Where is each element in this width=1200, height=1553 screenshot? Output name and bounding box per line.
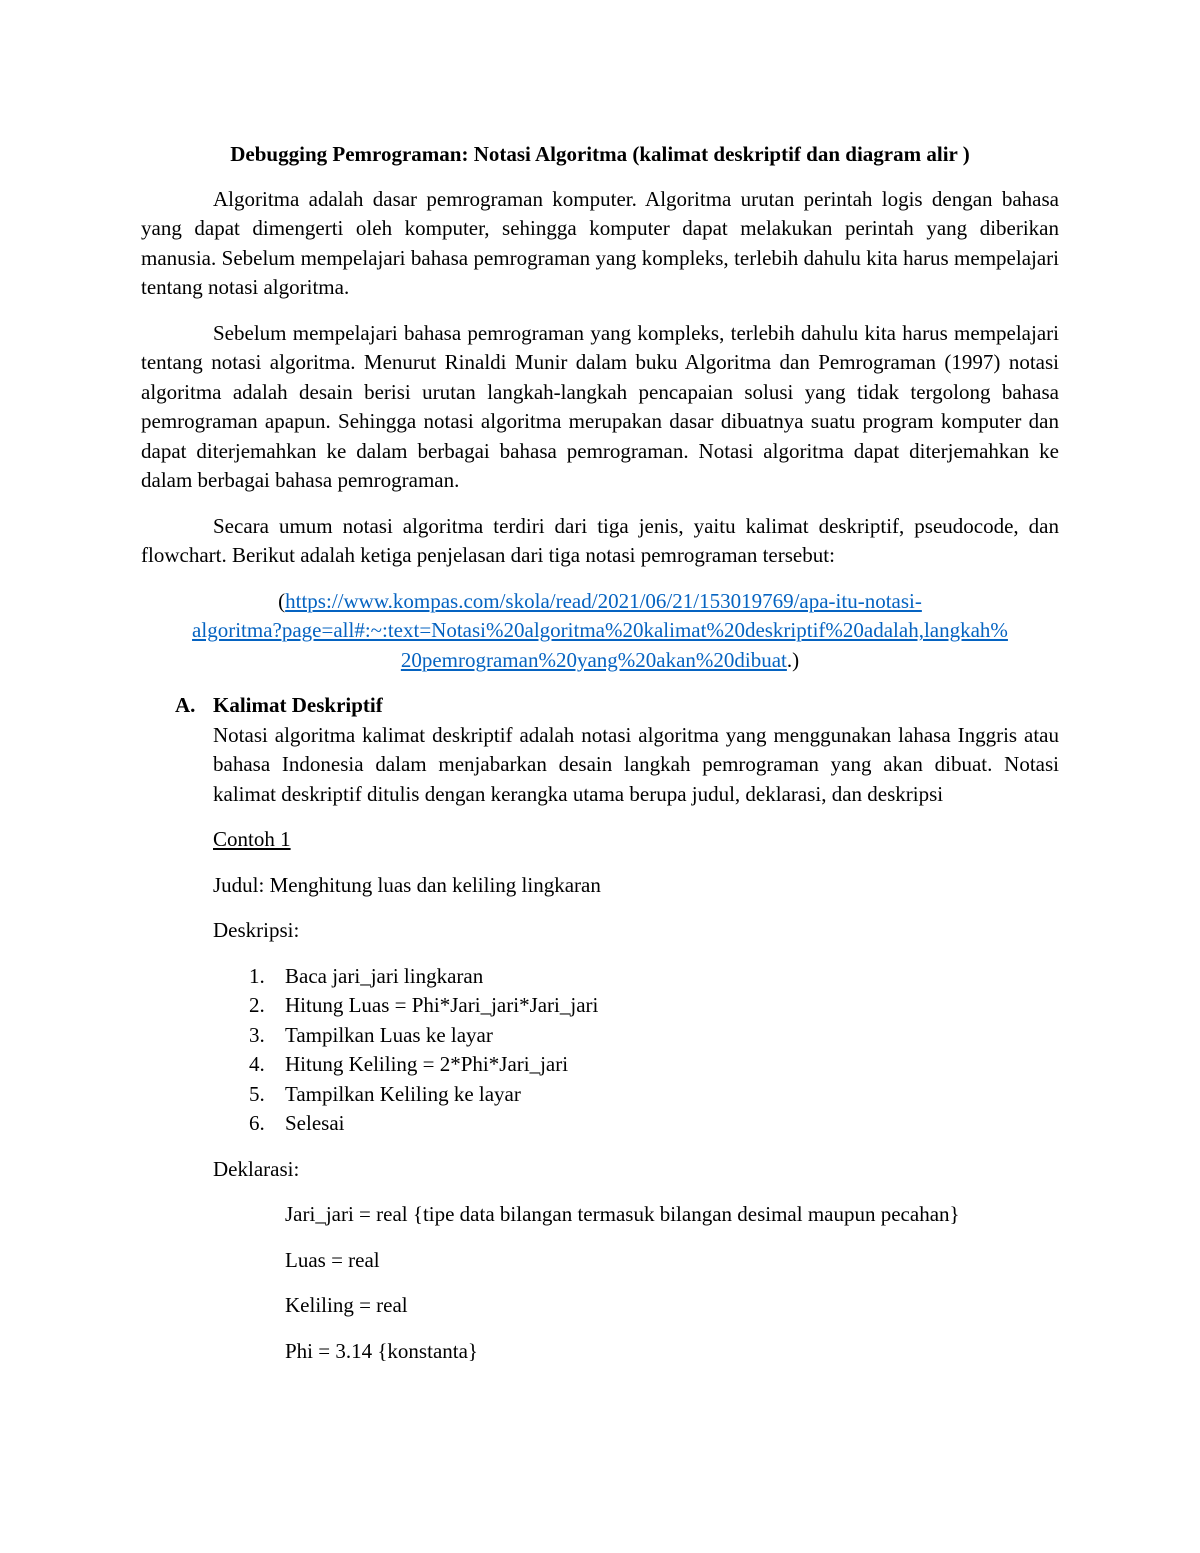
declaration-luas: Luas = real [285, 1247, 380, 1272]
deklarasi-label: Deklarasi: [213, 1156, 300, 1181]
list-item [213, 1050, 1059, 1080]
section-heading: Kalimat Deskriptif [213, 693, 383, 717]
list-item-number: 3. [249, 1022, 265, 1047]
list-item-text: Baca jari_jari lingkaran [285, 963, 484, 988]
list-item [213, 1021, 1059, 1051]
document-content [141, 140, 1059, 1382]
list-item-text: Hitung Keliling = 2*Phi*Jari_jari [285, 1052, 569, 1076]
reference-link-line1: https://www.kompas.com/skola/read/2021/06/21/153019769/apa-itu-notasi- [285, 588, 922, 613]
list-item-number: 2. [249, 993, 265, 1017]
list-item [213, 962, 1059, 992]
section-marker: A. [175, 693, 196, 717]
list-item-number: 6. [249, 1111, 265, 1135]
reference-citation [141, 587, 1059, 676]
list-item-number: 1. [249, 963, 265, 988]
reference-link-line2: algoritma?page=all#:~:text=Notasi%20algoritma%20kalimat%20deskriptif%20adalah,langkah% [192, 618, 1008, 642]
reference-link-line3: 20pemrograman%20yang%20akan%20dibuat [400, 647, 787, 672]
list-item [213, 1080, 1059, 1110]
reference-close: .) [786, 647, 800, 672]
reference-open-paren: ( [278, 588, 286, 613]
document-title: Debugging Pemrograman: Notasi Algoritma (kalimat deskriptif dan diagram alir ) [230, 142, 970, 166]
list-item-number: 5. [249, 1081, 265, 1106]
list-item [213, 991, 1059, 1021]
section-body: Notasi algoritma kalimat deskriptif adalah notasi algoritma yang menggunakan lahasa Inggris atau bahasa Indonesia dalam menjabarkan desain langkah pemrograman yang akan dibuat. Notasi kalimat deskriptif ditulis dengan kerangka utama berupa judul, deklarasi, dan deskripsi [213, 722, 1059, 806]
definition-paragraph: Sebelum mempelajari bahasa pemrograman yang kompleks, terlebih dahulu kita harus mempelajari tentang notasi algoritma. Menurut Rinaldi Munir dalam buku Algoritma dan Pemrograman (1997) notasi algoritma adalah desain berisi urutan langkah-langkah pencapaian solusi yang tidak tergolong bahasa pemrograman apapun. Sehingga notasi algoritma merupakan dasar dibuatnya suatu program komputer dan dapat diterjemahkan ke dalam berbagai bahasa pemrograman. Notasi algoritma dapat diterjemahkan ke dalam berbagai bahasa pemrograman. [141, 320, 1059, 492]
intro-paragraph: Algoritma adalah dasar pemrograman komputer. Algoritma urutan perintah logis dengan bahasa yang dapat dimengerti oleh komputer, sehingga komputer dapat melakukan perintah yang diberikan manusia. Sebelum mempelajari bahasa pemrograman yang kompleks, terlebih dahulu kita harus mempelajari tentang notasi algoritma. [141, 186, 1059, 299]
description-steps [213, 962, 1059, 1139]
declaration-block [285, 1200, 1059, 1366]
reference-link[interactable] [192, 589, 1008, 672]
types-paragraph: Secara umum notasi algoritma terdiri dari tiga jenis, yaitu kalimat deskriptif, pseudocode, dan flowchart. Berikut adalah ketiga penjelasan dari tiga notasi pemrograman tersebut: [141, 513, 1059, 567]
list-item-text: Tampilkan Keliling ke layar [285, 1081, 521, 1106]
example-title: Judul: Menghitung luas dan keliling lingkaran [213, 872, 601, 897]
declaration-keliling: Keliling = real [285, 1293, 408, 1317]
list-item-number: 4. [249, 1052, 265, 1076]
list-item [213, 1109, 1059, 1139]
section-kalimat-deskriptif [175, 691, 1059, 1366]
example-label: Contoh 1 [213, 827, 291, 851]
list-item-text: Selesai [285, 1111, 345, 1135]
declaration-phi: Phi = 3.14 {konstanta} [285, 1338, 478, 1363]
declaration-jari-jari: Jari_jari = real {tipe data bilangan termasuk bilangan desimal maupun pecahan} [285, 1202, 960, 1226]
list-item-text: Hitung Luas = Phi*Jari_jari*Jari_jari [285, 993, 599, 1017]
list-item-text: Tampilkan Luas ke layar [285, 1022, 493, 1047]
deskripsi-label: Deskripsi: [213, 918, 300, 942]
